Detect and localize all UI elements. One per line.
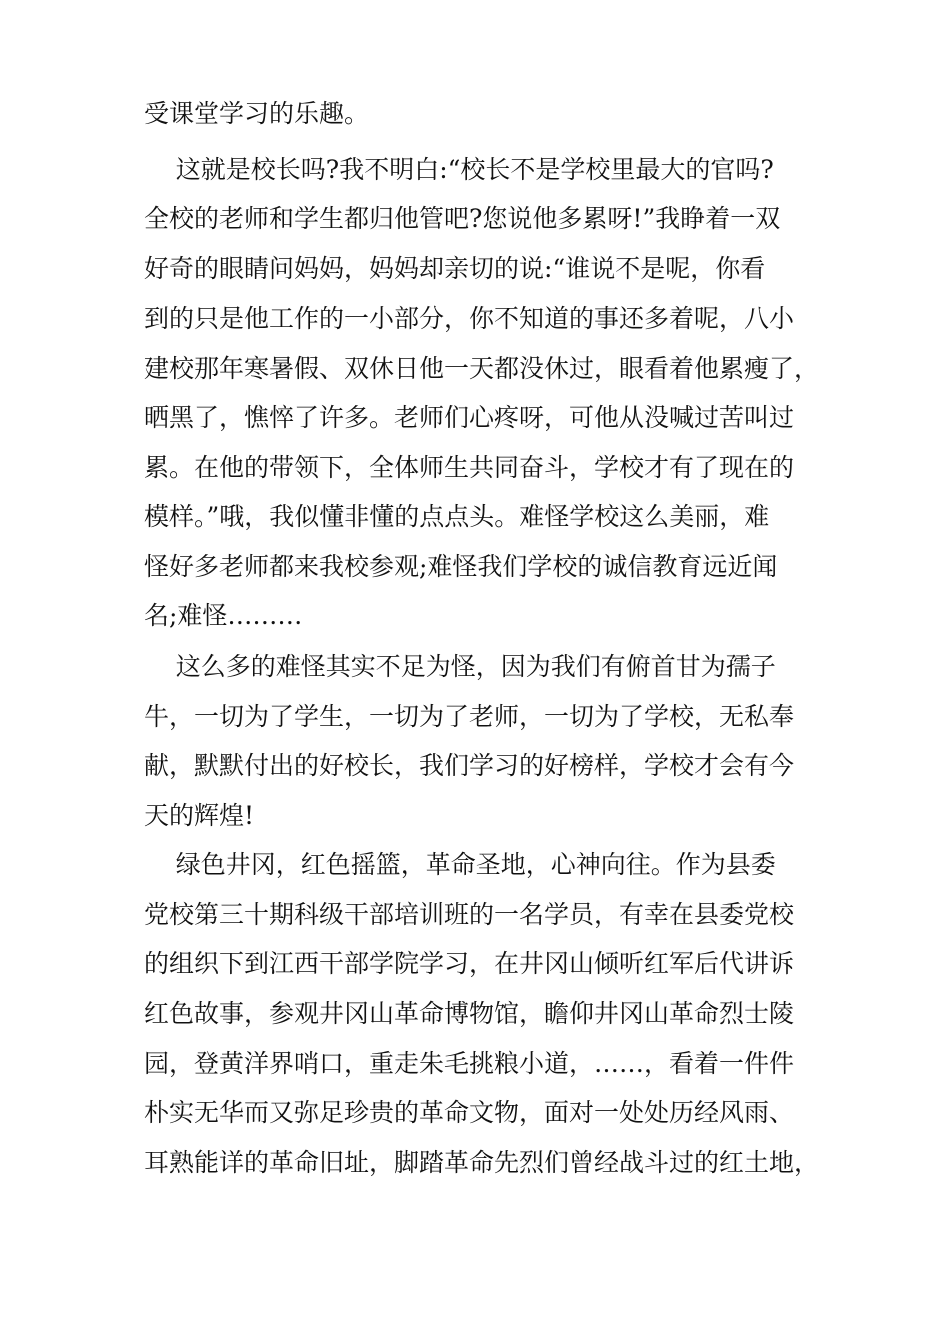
- text-line: 建校那年寒暑假、双休日他一天都没休过，眼看着他累瘦了，: [144, 354, 820, 383]
- text-line: 绿色井冈，红色摇篮，革命圣地，心神向往。作为县委: [144, 850, 776, 879]
- text-line: 好奇的眼睛问妈妈，妈妈却亲切的说:“谁说不是呢，你看: [144, 254, 766, 283]
- text-line: 牛，一切为了学生，一切为了老师，一切为了学校，无私奉: [144, 702, 795, 731]
- text-line: 怪好多老师都来我校参观;难怪我们学校的诚信教育远近闻: [144, 552, 778, 581]
- text-line: 党校第三十期科级干部培训班的一名学员，有幸在县委党校: [144, 900, 795, 929]
- text-line: 这就是校长吗?我不明白:“校长不是学校里最大的官吗?: [144, 155, 774, 184]
- text-line: 模样。”哦，我似懂非懂的点点头。难怪学校这么美丽，难: [144, 502, 770, 531]
- text-line: 耳熟能详的革命旧址，脚踏革命先烈们曾经战斗过的红土地，: [144, 1148, 820, 1177]
- text-line: 到的只是他工作的一小部分，你不知道的事还多着呢，八小: [144, 304, 795, 333]
- text-line: 这么多的难怪其实不足为怪，因为我们有俯首甘为孺子: [144, 652, 776, 681]
- text-line: 的组织下到江西干部学院学习，在井冈山倾听红军后代讲诉: [144, 949, 795, 978]
- text-line: 天的辉煌!: [144, 801, 255, 830]
- text-line: 献，默默付出的好校长，我们学习的好榜样，学校才会有今: [144, 751, 795, 780]
- text-line: 全校的老师和学生都归他管吧?您说他多累呀!”我睁着一双: [144, 204, 781, 233]
- text-line: 红色故事，参观井冈山革命博物馆，瞻仰井冈山革命烈士陵: [144, 999, 795, 1028]
- text-line: 名;难怪………: [144, 601, 303, 630]
- text-line: 朴实无华而又弥足珍贵的革命文物，面对一处处历经风雨、: [144, 1098, 795, 1127]
- text-line: 园，登黄洋界哨口，重走朱毛挑粮小道，……，看着一件件: [144, 1049, 795, 1078]
- text-line: 累。在他的带领下，全体师生共同奋斗，学校才有了现在的: [144, 453, 795, 482]
- text-line: 受课堂学习的乐趣。: [144, 99, 370, 128]
- text-line: 晒黑了，憔悴了许多。老师们心疼呀，可他从没喊过苦叫过: [144, 403, 795, 432]
